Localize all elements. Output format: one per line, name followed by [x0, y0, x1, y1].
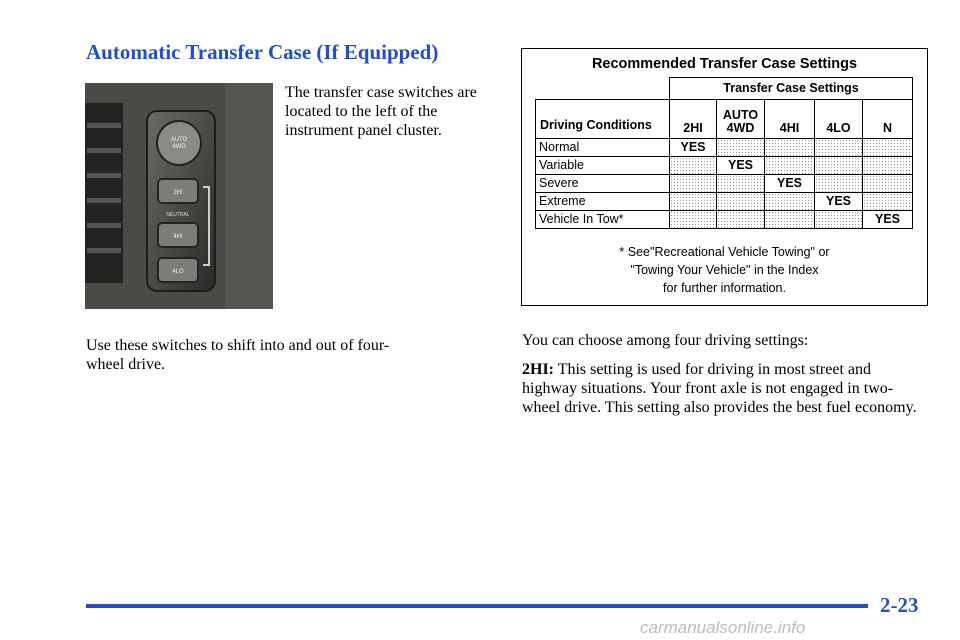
- column-header-auto-4wd: AUTO 4WD: [716, 99, 765, 139]
- page-number: 2-23: [880, 593, 919, 617]
- table-row-condition: Severe: [535, 174, 670, 193]
- table-cell: YES: [716, 156, 765, 175]
- table-cell: YES: [862, 210, 913, 229]
- switch-panel-illustration: [85, 83, 273, 309]
- table-cell: [764, 210, 815, 229]
- watermark: carmanualsonline.info: [640, 618, 806, 637]
- table-cell: [814, 138, 863, 157]
- 2hi-term: 2HI:: [522, 361, 554, 378]
- table-cell: [669, 192, 717, 211]
- table-cell: [716, 192, 765, 211]
- use-switches-paragraph: Use these switches to shift into and out of four-wheel drive.: [86, 337, 390, 373]
- column-header-n: N: [862, 99, 913, 139]
- table-cell: [764, 138, 815, 157]
- table-cell: YES: [669, 138, 717, 157]
- svg-text:4HI: 4HI: [173, 234, 183, 240]
- footer-rule: [86, 604, 868, 608]
- table-cell: YES: [814, 192, 863, 211]
- table-cell: [716, 138, 765, 157]
- svg-text:AUTO: AUTO: [170, 137, 188, 143]
- table-cell: [669, 210, 717, 229]
- table-row-condition: Extreme: [535, 192, 670, 211]
- table-row-condition: Normal: [535, 138, 670, 157]
- conditions-header: Driving Conditions: [535, 99, 670, 139]
- intro-paragraph: The transfer case switches are located to the left of the instrument panel cluster.: [285, 84, 477, 139]
- table-cell: [862, 156, 913, 175]
- table-note-line-1: * See"Recreational Vehicle Towing" or: [619, 245, 830, 259]
- auto-4wd-button: [157, 121, 201, 165]
- svg-text:4LO: 4LO: [172, 269, 184, 275]
- table-cell: [814, 210, 863, 229]
- table-cell: [669, 174, 717, 193]
- table-title: Recommended Transfer Case Settings: [591, 56, 858, 72]
- svg-text:4WD: 4WD: [172, 144, 186, 150]
- table-note-line-2: "Towing Your Vehicle" in the Index: [630, 263, 819, 277]
- table-cell: [862, 192, 913, 211]
- column-header-4hi: 4HI: [764, 99, 815, 139]
- table-cell: [764, 192, 815, 211]
- table-cell: [862, 138, 913, 157]
- choose-settings-paragraph: You can choose among four driving settings:: [522, 332, 809, 349]
- table-cell: [669, 156, 717, 175]
- settings-header: Transfer Case Settings: [669, 77, 913, 100]
- 2hi-paragraph: [522, 360, 922, 417]
- table-cell: [716, 210, 765, 229]
- table-cell: [814, 174, 863, 193]
- svg-text:2HI: 2HI: [173, 190, 183, 196]
- 2hi-description: This setting is used for driving in most street and highway situations. Your front axle is not engaged in two-wheel drive. This setting also provides the best fuel economy.: [522, 361, 917, 416]
- table-cell: [764, 156, 815, 175]
- table-row-condition: Vehicle In Tow*: [535, 210, 670, 229]
- column-header-2hi: 2HI: [669, 99, 717, 139]
- svg-text:NEUTRAL: NEUTRAL: [166, 212, 190, 218]
- table-row-condition: Variable: [535, 156, 670, 175]
- settings-table-panel: [521, 48, 928, 306]
- table-note-line-3: for further information.: [663, 281, 786, 295]
- table-cell: [862, 174, 913, 193]
- table-cell: YES: [764, 174, 815, 193]
- table-cell: [814, 156, 863, 175]
- section-heading: Automatic Transfer Case (If Equipped): [86, 40, 439, 64]
- column-header-4lo: 4LO: [814, 99, 863, 139]
- transfer-case-switch-photo: [85, 83, 273, 309]
- table-cell: [716, 174, 765, 193]
